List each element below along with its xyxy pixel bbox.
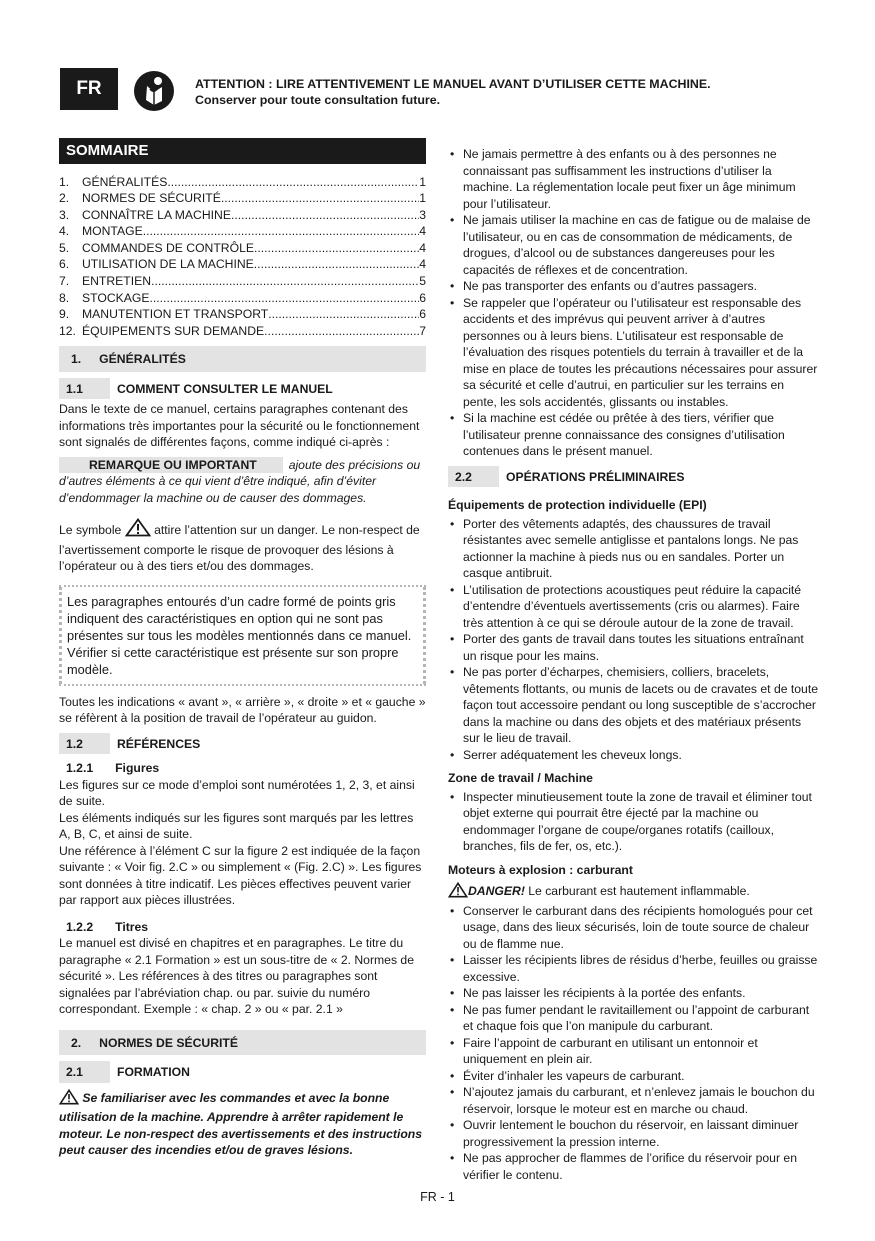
section-number: 1. [71, 352, 82, 367]
toc-number: 8. [59, 290, 70, 305]
danger-text: Le carburant est hautement inflammable. [528, 884, 750, 898]
training-warning-text: Se familiariser avec les commandes et avec la bonne utilisation de la machine. Apprendre à arrêter rapidement le moteur. Le non-respect des avertissements et des instructions peut causer des incendies et/ou de graves lésions. [59, 1090, 423, 1158]
danger-line [448, 882, 820, 903]
bullet-item: • Éviter d’inhaler les vapeurs de carburant. [448, 1068, 820, 1085]
toc-page: 1 [419, 174, 426, 189]
bullet-item: • Ne jamais utiliser la machine en cas de fatigue ou de malaise de l’utilisateur, ou en cas de consommation de médicaments, de drogues, d’alcool ou de substances dangereuses pour les capacités de réflexes et de concentration. [448, 212, 820, 278]
warning-triangle-icon [59, 1089, 79, 1110]
toc-number: 2. [59, 191, 70, 206]
symbol-paragraph [59, 518, 426, 575]
right-column [448, 146, 820, 1183]
section-number: 2.2 [448, 466, 499, 488]
toc-page: 5 [419, 274, 426, 289]
toc-page: 7 [419, 323, 426, 338]
toc-number: 9. [59, 307, 70, 322]
toc-item[interactable] [59, 174, 426, 191]
bullet-item: • Laisser les récipients libres de résidus d’herbe, feuilles ou graisse excessive. [448, 952, 820, 985]
bullet-item: • Ne pas porter d’écharpes, chemisiers, colliers, bracelets, vêtements flottants, ou munis de lacets ou de cravates et de toute façon tout accessoire pendant ou long susceptible de s’accrocher dans la machine ou dans des objets et des matériaux présents sur le lieu de travail. [448, 664, 820, 747]
bullet-item: • Si la machine est cédée ou prêtée à des tiers, vérifier que l’utilisateur prenne connaissance des consignes d’utilisation contenues dans le présent manuel. [448, 410, 820, 460]
toc-number: 4. [59, 224, 70, 239]
section-number: 1.2 [59, 733, 110, 755]
bullet-item: • L’utilisation de protections acoustiques peut réduire la capacité d’entendre d’éventuels avertissements (cris ou alarmes). Faire très attention à ce qui se déroule autour de la zone de travail. [448, 582, 820, 632]
bullet-item: • Ne jamais permettre à des enfants ou à des personnes ne connaissant pas suffisamment les instructions d’utiliser la machine. La réglementation locale peut fixer un âge minimum pour l’utilisateur. [448, 146, 820, 212]
section-1-1-heading [59, 378, 426, 400]
bullet-item: • Inspecter minutieusement toute la zone de travail et éliminer tout objet externe qui pourrait être éjecté par la machine ou endommager l’organe de coupe/organes rotatifs (cailloux, branches, fils de fer, os, etc.). [448, 789, 820, 855]
bullet-item: • Ne pas laisser les récipients à la portée des enfants. [448, 985, 820, 1002]
paragraph: Une référence à l’élément C sur la figure 2 est indiquée de la façon suivante : « Voir fig. 2.C » ou simplement « (Fig. 2.C) ». Les figures sont données à titre indicatif. Les pièces effectives peuvent varier par rapport aux pièces illustrées. [59, 843, 422, 908]
toc-leader [268, 306, 419, 323]
bullet-item: • N’ajoutez jamais du carburant, et n’enlevez jamais le bouchon du réservoir, lorsque le moteur est en marche ou chaud. [448, 1084, 820, 1117]
toc-leader [143, 223, 420, 240]
paragraph: Toutes les indications « avant », « arrière », « droite » et « gauche » se réfèrent à la position de travail de l’opérateur au guidon. [59, 694, 426, 726]
attention-line-1: ATTENTION : LIRE ATTENTIVEMENT LE MANUEL AVANT D’UTILISER CETTE MACHINE. [195, 77, 711, 91]
fuel-subheading: Moteurs à explosion : carburant [448, 862, 633, 877]
toc-title: GÉNÉRALITÉS [82, 174, 168, 189]
paragraph: Le manuel est divisé en chapitres et en paragraphes. Le titre du paragraphe « 2.1 Formation » est un sous-titre de « 2. Normes de sécurité ». Les références à des titres ou paragraphes sont signalées par l’abréviation chap. ou par. suivie du numéro correspondant. Exemple : « chap. 2 » ou « par. 2.1 » [59, 936, 414, 1017]
bullet-item: • Faire l’appoint de carburant en utilisant un entonnoir et uniquement en plein air. [448, 1035, 820, 1068]
warning-triangle-icon [125, 518, 151, 542]
toc-leader [254, 256, 419, 273]
toc-title: MANUTENTION ET TRANSPORT [82, 307, 269, 322]
epi-subheading: Équipements de protection individuelle (EPI) [448, 498, 707, 512]
section-number: 1.2.1 [66, 761, 94, 776]
paragraph: Les éléments indiqués sur les figures sont marqués par les lettres A, B, C, et ainsi de suite. [59, 810, 414, 842]
toc-number: 1. [59, 174, 70, 189]
training-bullet-list [448, 146, 820, 460]
toc-leader [221, 190, 419, 207]
bullet-item: • Porter des vêtements adaptés, des chaussures de travail résistantes avec semelle antiglisse et pantalons longs. Ne pas actionner la machine à pieds nus ou en sandales. Porter un casque antibruit. [448, 516, 820, 582]
attention-notice [195, 76, 795, 108]
toc-page: 4 [419, 224, 426, 239]
toc-number: 7. [59, 274, 70, 289]
section-2-heading [59, 1030, 426, 1056]
toc-title: MONTAGE [82, 224, 143, 239]
section-2-1-heading [59, 1061, 426, 1083]
section-1-heading [59, 346, 426, 372]
bullet-item: • Ne pas approcher de flammes de l’orifice du réservoir pour en vérifier le contenu. [448, 1150, 820, 1183]
toc-leader [264, 323, 419, 340]
toc-number: 6. [59, 257, 70, 272]
toc-item[interactable] [59, 273, 426, 290]
section-title: GÉNÉRALITÉS [99, 352, 186, 367]
toc-item[interactable] [59, 256, 426, 273]
bullet-item: • Conserver le carburant dans des récipients homologués pour cet usage, dans des lieux sécurisés, loin de toute source de chaleur ou de flamme nue. [448, 903, 820, 953]
toc-leader [150, 290, 420, 307]
toc-title: STOCKAGE [82, 290, 150, 305]
section-title: Titres [115, 919, 149, 934]
section-2-2-heading [448, 466, 820, 488]
section-title: OPÉRATIONS PRÉLIMINAIRES [506, 469, 685, 484]
toc-page: 6 [419, 307, 426, 322]
toc-page: 3 [419, 207, 426, 222]
read-manual-icon [133, 70, 175, 112]
toc-title: NORMES DE SÉCURITÉ [82, 191, 221, 206]
toc-leader [167, 174, 419, 191]
toc-title: ÉQUIPEMENTS SUR DEMANDE [82, 323, 265, 338]
section-title: RÉFÉRENCES [117, 736, 201, 751]
toc-item[interactable] [59, 190, 426, 207]
bullet-item: • Se rappeler que l’opérateur ou l’utilisateur est responsable des accidents et des imprévus qui peuvent arriver à d’autres personnes ou à leurs biens. L’utilisateur est responsable de l’évaluation des risques potentiels du terrain à travailler et de la mise en place de toutes les précautions nécessaires pour assurer sa sécurité et celle d’autrui, en particulier sur les terrains en pente, les sols accidentés, glissants ou instables. [448, 295, 820, 411]
section-title: FORMATION [117, 1065, 190, 1080]
zone-subheading: Zone de travail / Machine [448, 771, 593, 785]
language-badge: FR [60, 68, 118, 110]
bullet-item: • Ne pas transporter des enfants ou d’autres passagers. [448, 278, 820, 295]
attention-line-2: Conserver pour toute consultation future. [195, 93, 441, 107]
remark-label: REMARQUE OU IMPORTANT [59, 457, 283, 473]
toc-page: 6 [419, 290, 426, 305]
paragraph: Les figures sur ce mode d’emploi sont numérotées 1, 2, 3, et ainsi de suite. [59, 777, 415, 809]
toc-number: 5. [59, 240, 70, 255]
left-column [59, 138, 426, 1159]
toc-page: 4 [419, 257, 426, 272]
toc-number: 12. [59, 323, 76, 338]
paragraph: Dans le texte de ce manuel, certains paragraphes contenant des informations très importantes pour la sécurité ou le fonctionnement sont signalés de différentes façons, comme indiqué ci-après : [59, 402, 420, 450]
sommaire-title: SOMMAIRE [59, 138, 426, 164]
toc-page: 4 [419, 240, 426, 255]
optional-features-text: Les paragraphes entourés d’un cadre formé de points gris indiquent des caractéristiques en option qui ne sont pas présentes sur tous les modèles mentionnés dans ce manuel. Vérifier si cette caractéristique est présente sur son propre modèle. [67, 593, 412, 677]
toc-title: ENTRETIEN [82, 274, 152, 289]
danger-label: DANGER! [468, 884, 525, 898]
bullet-item: • Ouvrir lentement le bouchon du réservoir, en laissant diminuer progressivement la pression interne. [448, 1117, 820, 1150]
epi-bullet-list [448, 516, 820, 764]
toc-item[interactable] [59, 223, 426, 240]
toc-item[interactable] [59, 323, 426, 340]
toc-item[interactable] [59, 306, 426, 323]
toc-title: COMMANDES DE CONTRÔLE [82, 240, 254, 255]
table-of-contents [59, 174, 426, 340]
section-1-2-heading [59, 733, 426, 755]
toc-item[interactable] [59, 290, 426, 307]
toc-title: UTILISATION DE LA MACHINE [82, 257, 254, 272]
warning-triangle-icon [448, 882, 468, 903]
bullet-item: • Serrer adéquatement les cheveux longs. [448, 747, 820, 764]
symbol-text-after: attire l’attention sur un danger. Le non-respect de l’avertissement comporte le risque de provoquer des lésions à l’opérateur ou à des tiers et/ou des dommages. [59, 523, 420, 574]
toc-page: 1 [419, 191, 426, 206]
section-title: NORMES DE SÉCURITÉ [99, 1035, 238, 1050]
toc-leader [151, 273, 419, 290]
toc-leader [231, 207, 419, 224]
page-number: FR - 1 [420, 1190, 455, 1204]
bullet-item: • Porter des gants de travail dans toutes les situations entraînant un risque pour les mains. [448, 631, 820, 664]
section-number: 2.1 [59, 1061, 110, 1083]
toc-item[interactable] [59, 207, 426, 224]
toc-number: 3. [59, 207, 70, 222]
section-title: COMMENT CONSULTER LE MANUEL [117, 381, 333, 396]
zone-bullet-list [448, 789, 820, 855]
section-1-2-1-heading [66, 760, 426, 777]
remark-text: ajoute des précisions ou d’autres éléments à ce qui vient d’être indiqué, afin d’éviter d’endommager la machine ou de causer des dommages. [59, 457, 421, 505]
remark-paragraph [59, 457, 426, 507]
toc-title: CONNAÎTRE LA MACHINE [82, 207, 231, 222]
section-number: 2. [71, 1035, 82, 1050]
section-number: 1.1 [59, 378, 110, 400]
toc-item[interactable] [59, 240, 426, 257]
toc-leader [254, 240, 419, 257]
section-1-2-2-heading [66, 919, 426, 936]
bullet-item: • Ne pas fumer pendant le ravitaillement ou l’appoint de carburant et chaque fois que l’on manipule du carburant. [448, 1002, 820, 1035]
optional-features-box [59, 585, 426, 686]
fuel-bullet-list [448, 903, 820, 1184]
symbol-text-before: Le symbole [59, 523, 122, 538]
section-number: 1.2.2 [66, 919, 94, 934]
training-warning [59, 1089, 426, 1159]
section-title: Figures [115, 761, 160, 776]
